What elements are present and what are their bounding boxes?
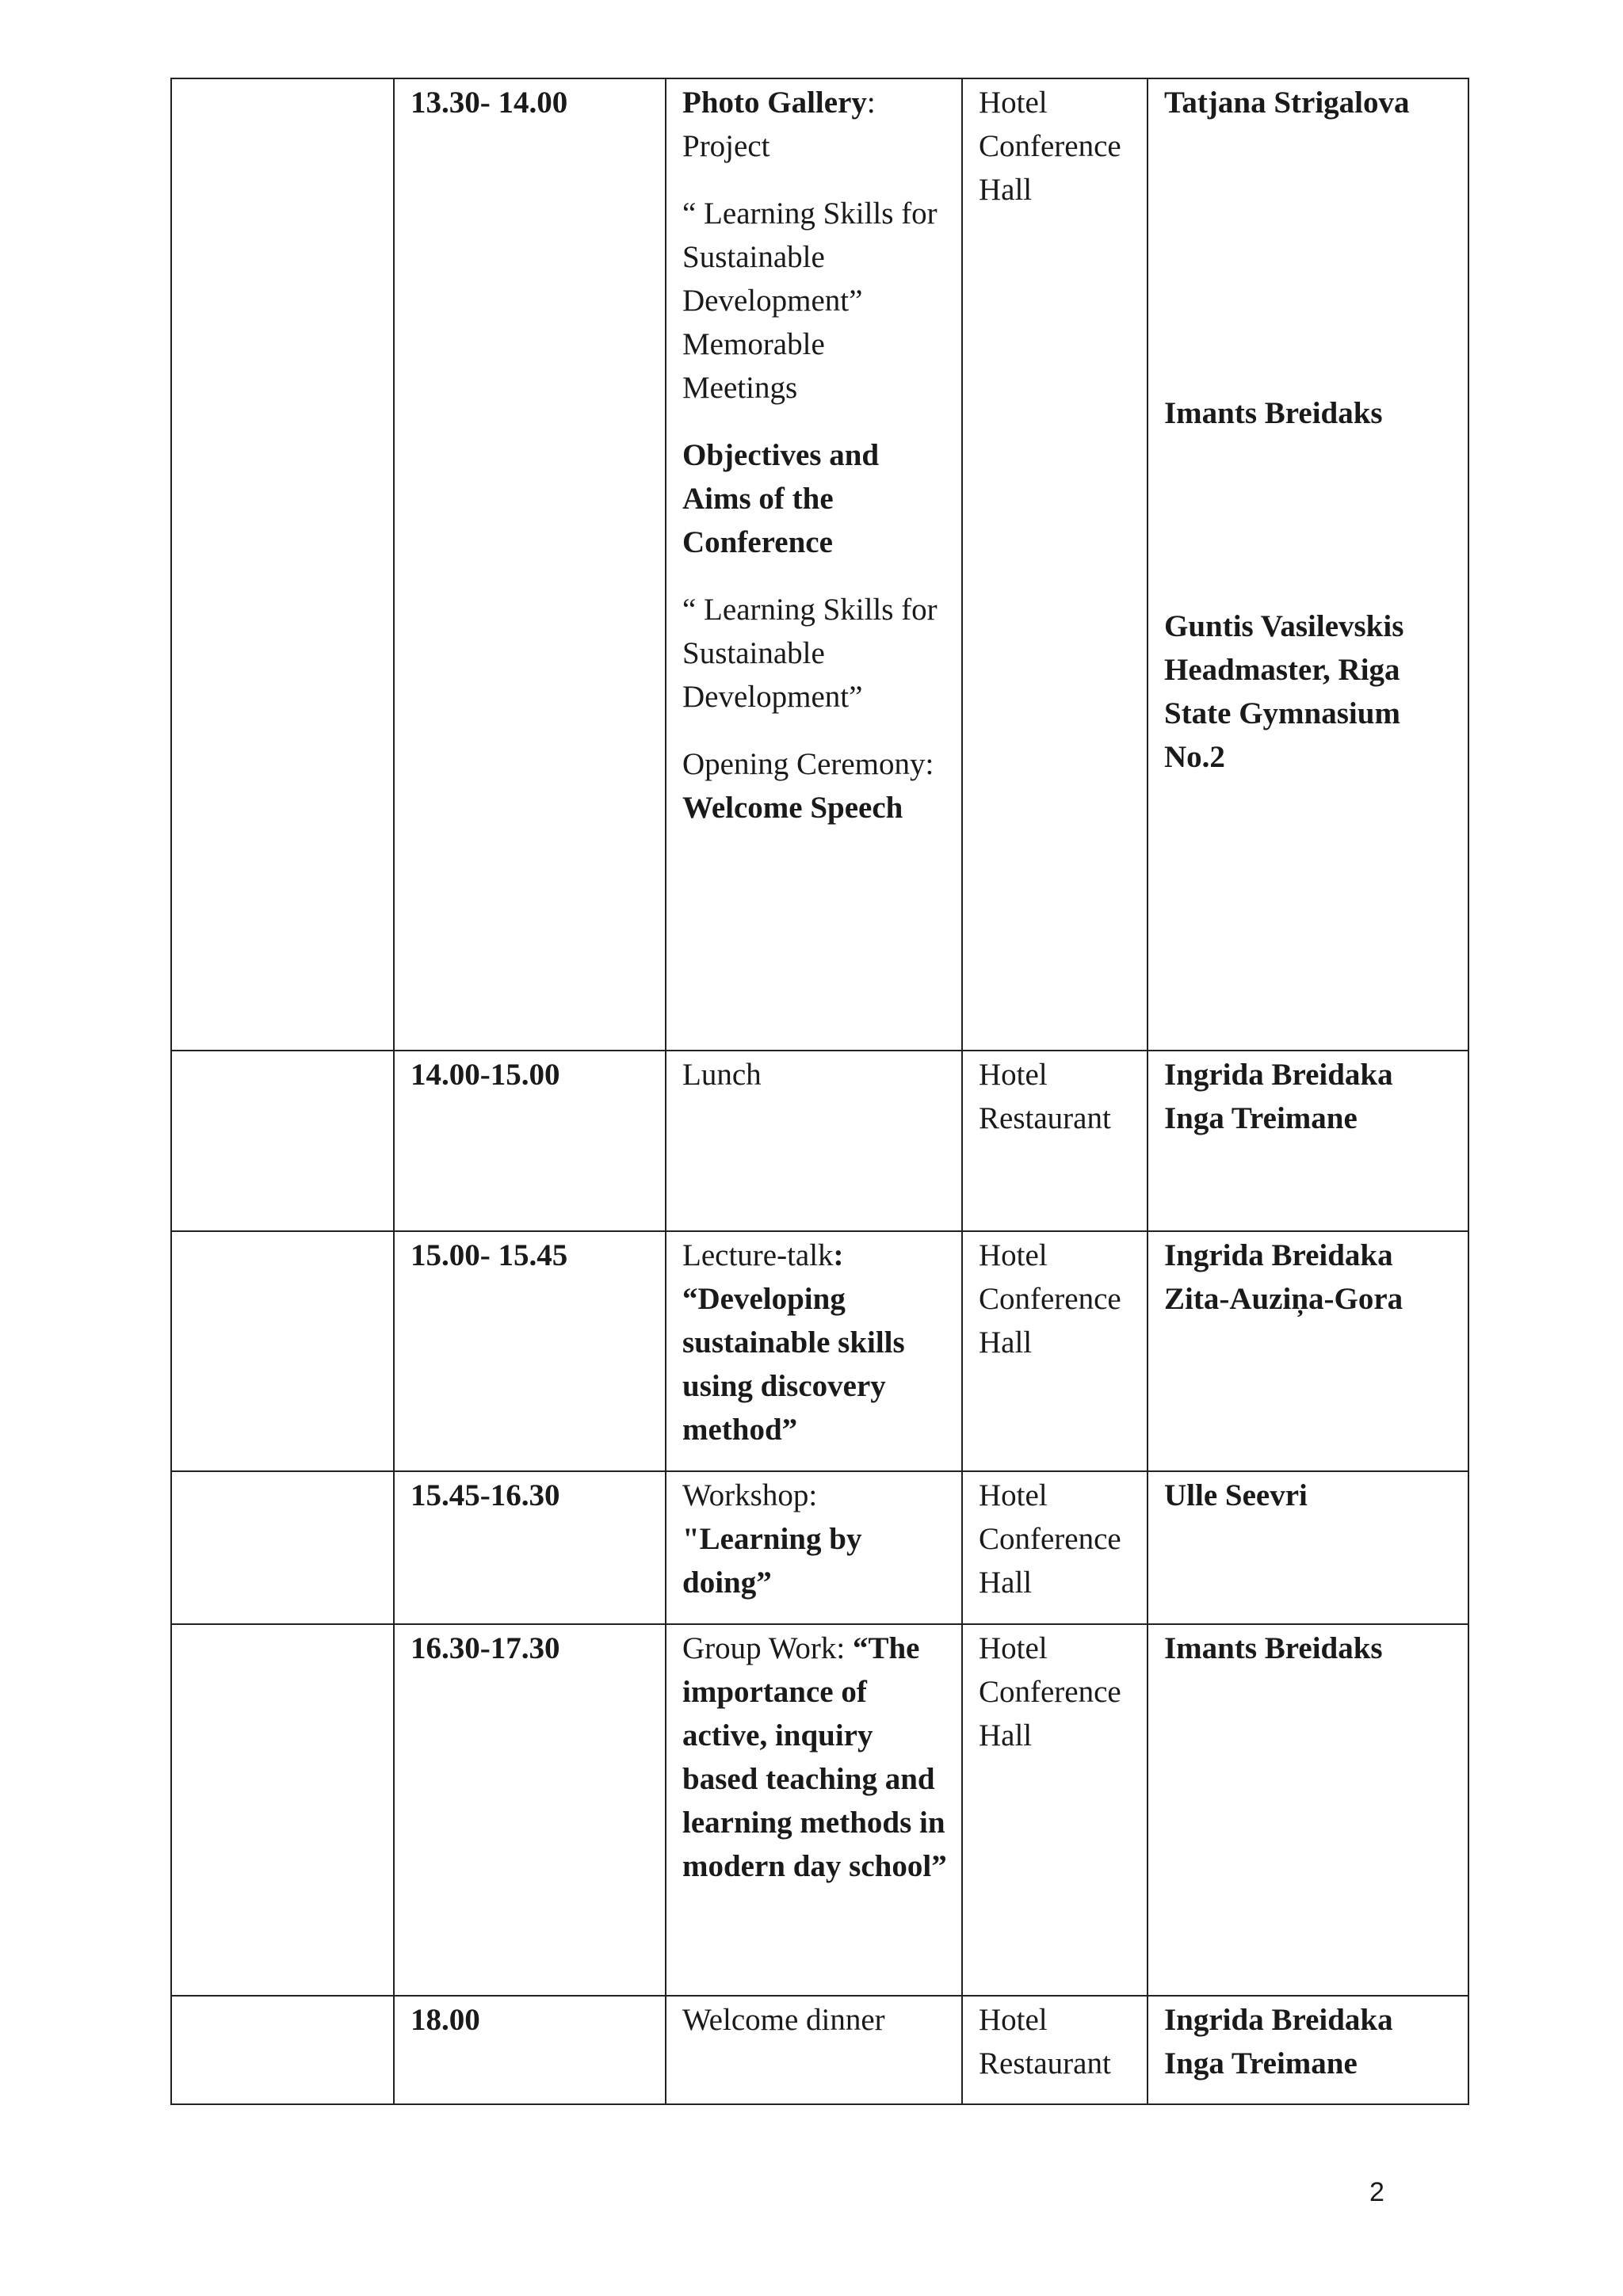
venue-cell: Hotel Restaurant — [962, 1996, 1148, 2104]
organizer-cell — [1148, 1231, 1468, 1471]
activity-text: : Project — [682, 86, 876, 163]
venue-cell: Hotel Conference Hall — [962, 1231, 1148, 1471]
activity-cell — [666, 1231, 962, 1471]
activity-text: Workshop: — [682, 1478, 818, 1512]
activity-cell — [666, 78, 962, 1051]
table-row — [171, 1231, 1468, 1471]
empty-cell — [171, 1471, 394, 1624]
organizer-name: Guntis Vasilevskis Headmaster, Riga State Gymnasium No.2 — [1164, 609, 1404, 774]
organizer-cell — [1148, 1471, 1468, 1624]
activity-text: Group Work: — [682, 1631, 853, 1665]
empty-cell — [171, 1231, 394, 1471]
venue-cell: Hotel Conference Hall — [962, 78, 1148, 1051]
activity-cell — [666, 1471, 962, 1624]
organizer-cell — [1148, 78, 1468, 1051]
activity-cell: Lunch — [666, 1051, 962, 1231]
organizer-name: Zita-Auziņa-Gora — [1164, 1282, 1403, 1316]
activity-block — [682, 81, 947, 168]
venue-cell: Hotel Restaurant — [962, 1051, 1148, 1231]
activity-text: Lecture-talk — [682, 1238, 834, 1272]
organizer-name: Imants Breidaks — [1164, 1631, 1383, 1665]
empty-cell — [171, 1996, 394, 2104]
activity-title: "Learning by doing” — [682, 1522, 862, 1600]
activity-block: “ Learning Skills for Sustainable Development” Memorable Meetings — [682, 196, 938, 405]
organizer-name: Inga Treimane — [1164, 2046, 1358, 2081]
venue-cell: Hotel Conference Hall — [962, 1471, 1148, 1624]
table-row — [171, 1051, 1468, 1231]
table-row — [171, 78, 1468, 1051]
activity-title: “The importance of active, inquiry based teaching and learning methods in modern day school” — [682, 1631, 947, 1883]
schedule-table — [170, 78, 1469, 2105]
organizer-cell — [1148, 1996, 1468, 2104]
table-row — [171, 1471, 1468, 1624]
activity-title: Welcome Speech — [682, 791, 903, 825]
organizer-cell — [1148, 1051, 1468, 1231]
activity-text: Opening Ceremony: — [682, 747, 934, 781]
table-row — [171, 1624, 1468, 1996]
time-cell: 14.00-15.00 — [394, 1051, 666, 1231]
organizer-name: Tatjana Strigalova — [1164, 86, 1410, 120]
activity-block: Objectives and Aims of the Conference — [682, 438, 880, 559]
activity-cell: Welcome dinner — [666, 1996, 962, 2104]
time-cell: 15.00- 15.45 — [394, 1231, 666, 1471]
empty-cell — [171, 78, 394, 1051]
activity-block: “ Learning Skills for Sustainable Development” — [682, 593, 938, 714]
organizer-name: Ingrida Breidaka — [1164, 1058, 1393, 1092]
empty-cell — [171, 1051, 394, 1231]
time-cell: 15.45-16.30 — [394, 1471, 666, 1624]
time-cell: 16.30-17.30 — [394, 1624, 666, 1996]
empty-cell — [171, 1624, 394, 1996]
activity-title: Photo Gallery — [682, 86, 867, 120]
activity-cell — [666, 1624, 962, 1996]
organizer-name: Inga Treimane — [1164, 1101, 1358, 1135]
table-row — [171, 1996, 1468, 2104]
organizer-name: Imants Breidaks — [1164, 396, 1383, 430]
organizer-name: Ulle Seevri — [1164, 1478, 1308, 1512]
time-cell: 13.30- 14.00 — [394, 78, 666, 1051]
activity-title: : “Developing sustainable skills using discovery method” — [682, 1238, 905, 1447]
organizer-name: Ingrida Breidaka — [1164, 2003, 1393, 2037]
page-number: 2 — [1369, 2177, 1384, 2207]
organizer-cell — [1148, 1624, 1468, 1996]
organizer-name: Ingrida Breidaka — [1164, 1238, 1393, 1272]
activity-block — [682, 742, 947, 830]
venue-cell: Hotel Conference Hall — [962, 1624, 1148, 1996]
time-cell: 18.00 — [394, 1996, 666, 2104]
